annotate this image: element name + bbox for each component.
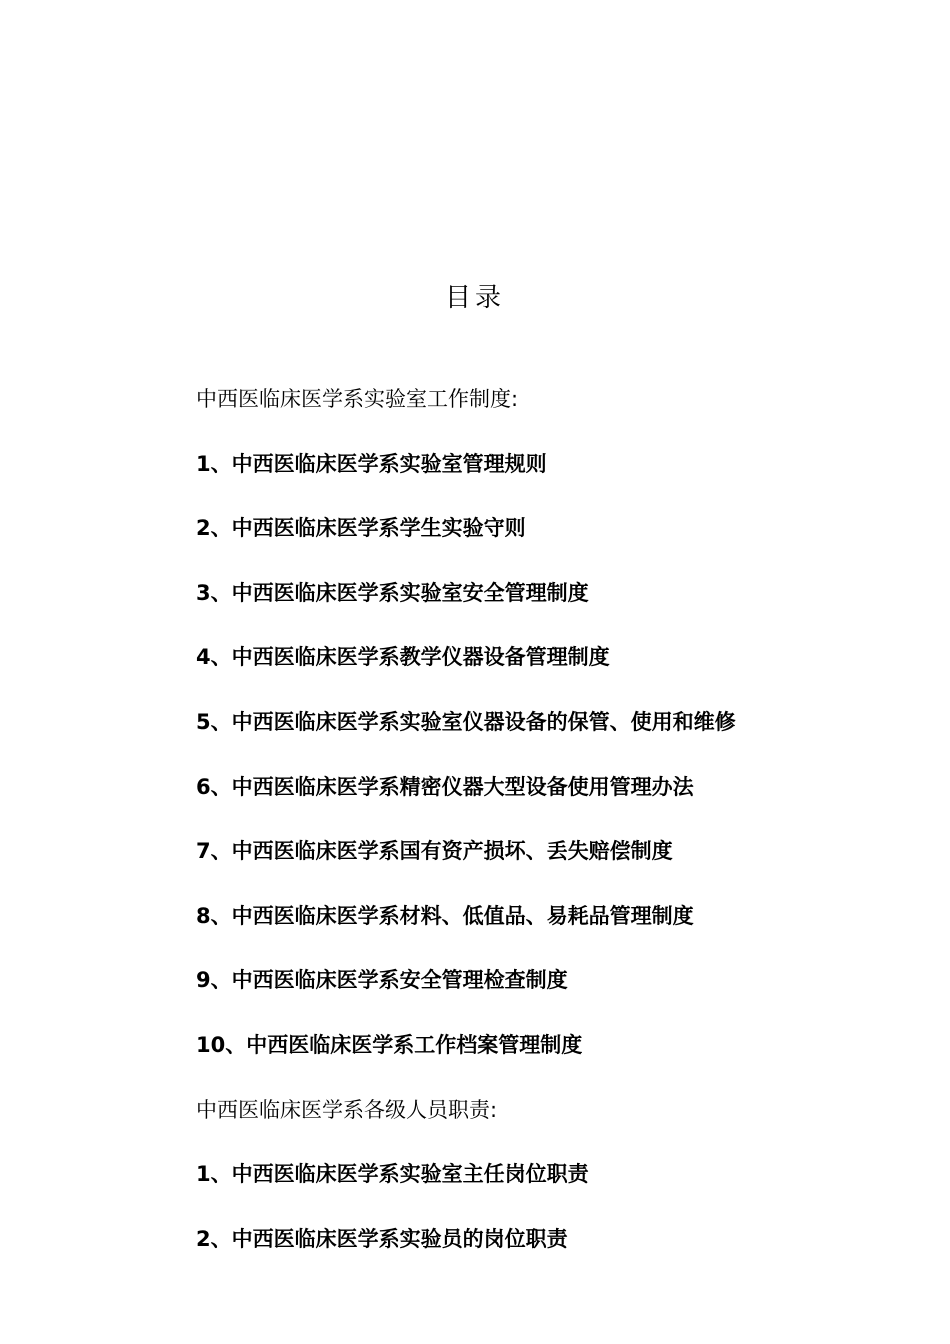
toc-item: 2、中西医临床医学系实验员的岗位职责 — [196, 1226, 568, 1251]
toc-item: 9、中西医临床医学系安全管理检查制度 — [196, 968, 568, 993]
toc-item: 10、中西医临床医学系工作档案管理制度 — [196, 1032, 583, 1057]
table-of-contents — [196, 382, 896, 1286]
toc-item: 5、中西医临床医学系实验室仪器设备的保管、使用和维修 — [196, 709, 736, 734]
toc-item: 8、中西医临床医学系材料、低值品、易耗品管理制度 — [196, 903, 694, 928]
toc-item: 1、中西医临床医学系实验室主任岗位职责 — [196, 1162, 589, 1187]
toc-item: 2、中西医临床医学系学生实验守则 — [196, 516, 526, 541]
section-heading-lab-rules: 中西医临床医学系实验室工作制度: — [196, 387, 519, 411]
section-heading-staff-duties: 中西医临床医学系各级人员职责: — [196, 1097, 498, 1122]
toc-item: 1、中西医临床医学系实验室管理规则 — [196, 451, 547, 476]
page-title: 目录 — [444, 283, 505, 313]
toc-item: 4、中西医临床医学系教学仪器设备管理制度 — [196, 645, 610, 670]
toc-item: 3、中西医临床医学系实验室安全管理制度 — [196, 580, 589, 605]
toc-item: 6、中西医临床医学系精密仪器大型设备使用管理办法 — [196, 774, 694, 799]
toc-item: 7、中西医临床医学系国有资产损坏、丢失赔偿制度 — [196, 839, 673, 864]
